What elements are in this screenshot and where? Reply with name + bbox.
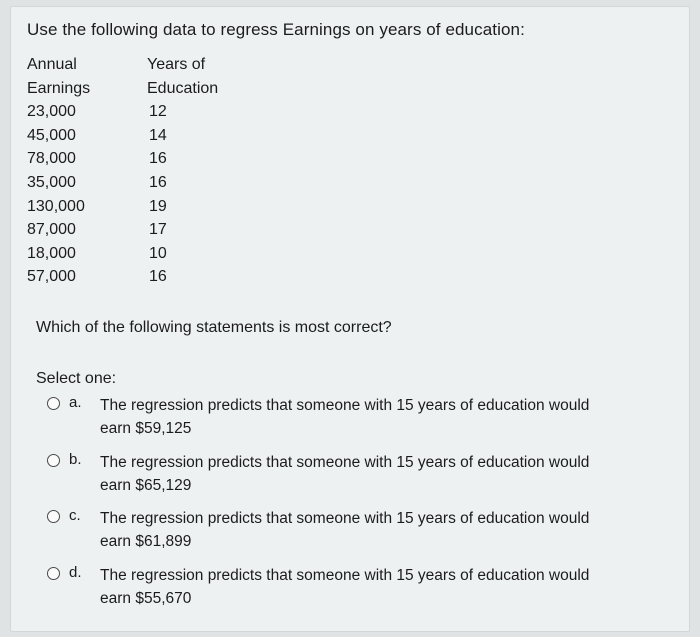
select-one-label: Select one:	[36, 370, 117, 387]
option-text-line2: earn $59,125	[100, 420, 192, 437]
education-header-line2: Education	[147, 79, 219, 97]
earnings-column	[27, 53, 90, 289]
option-text-line1: The regression predicts that someone with 15 years of education would	[100, 454, 590, 471]
education-value: 12	[149, 103, 167, 121]
education-value: 16	[149, 150, 167, 168]
option-text	[100, 564, 640, 610]
option-letter: d.	[69, 564, 82, 581]
question-text: Use the following data to regress Earnings on years of education:	[27, 20, 525, 39]
education-value: 16	[149, 268, 167, 286]
option-letter: b.	[69, 451, 82, 468]
option-d[interactable]	[47, 564, 647, 614]
earnings-value: 87,000	[27, 221, 76, 239]
earnings-value: 130,000	[27, 197, 85, 215]
education-value: 19	[149, 197, 167, 215]
option-text-line1: The regression predicts that someone with 15 years of education would	[100, 397, 590, 414]
option-text-line1: The regression predicts that someone with 15 years of education would	[100, 510, 590, 527]
earnings-value: 57,000	[27, 268, 76, 286]
option-text	[100, 507, 640, 553]
option-c[interactable]	[47, 507, 647, 557]
earnings-value: 23,000	[27, 103, 76, 121]
education-header-line1: Years of	[147, 56, 206, 73]
prompt-text: Which of the following statements is most correct?	[36, 319, 392, 336]
radio-button-a[interactable]	[47, 397, 60, 410]
earnings-value: 35,000	[27, 173, 76, 191]
education-value: 16	[149, 173, 167, 191]
option-text-line1: The regression predicts that someone with 15 years of education would	[100, 567, 590, 584]
radio-button-c[interactable]	[47, 510, 60, 523]
education-column	[147, 53, 218, 289]
question-panel	[10, 6, 690, 632]
option-text-line2: earn $55,670	[100, 590, 192, 607]
earnings-value: 78,000	[27, 150, 76, 168]
option-b[interactable]	[47, 451, 647, 501]
earnings-header-line1: Annual	[27, 56, 77, 73]
earnings-header-line2: Earnings	[27, 79, 91, 97]
radio-button-d[interactable]	[47, 567, 60, 580]
option-text-line2: earn $65,129	[100, 477, 192, 494]
option-a[interactable]	[47, 394, 647, 444]
education-value: 17	[149, 221, 167, 239]
education-value: 10	[149, 244, 167, 262]
education-value: 14	[149, 126, 167, 144]
option-text	[100, 394, 640, 440]
option-text	[100, 451, 640, 497]
radio-button-b[interactable]	[47, 454, 60, 467]
option-text-line2: earn $61,899	[100, 533, 192, 550]
earnings-value: 18,000	[27, 244, 76, 262]
option-letter: a.	[69, 394, 82, 411]
option-letter: c.	[69, 507, 81, 524]
earnings-value: 45,000	[27, 126, 76, 144]
